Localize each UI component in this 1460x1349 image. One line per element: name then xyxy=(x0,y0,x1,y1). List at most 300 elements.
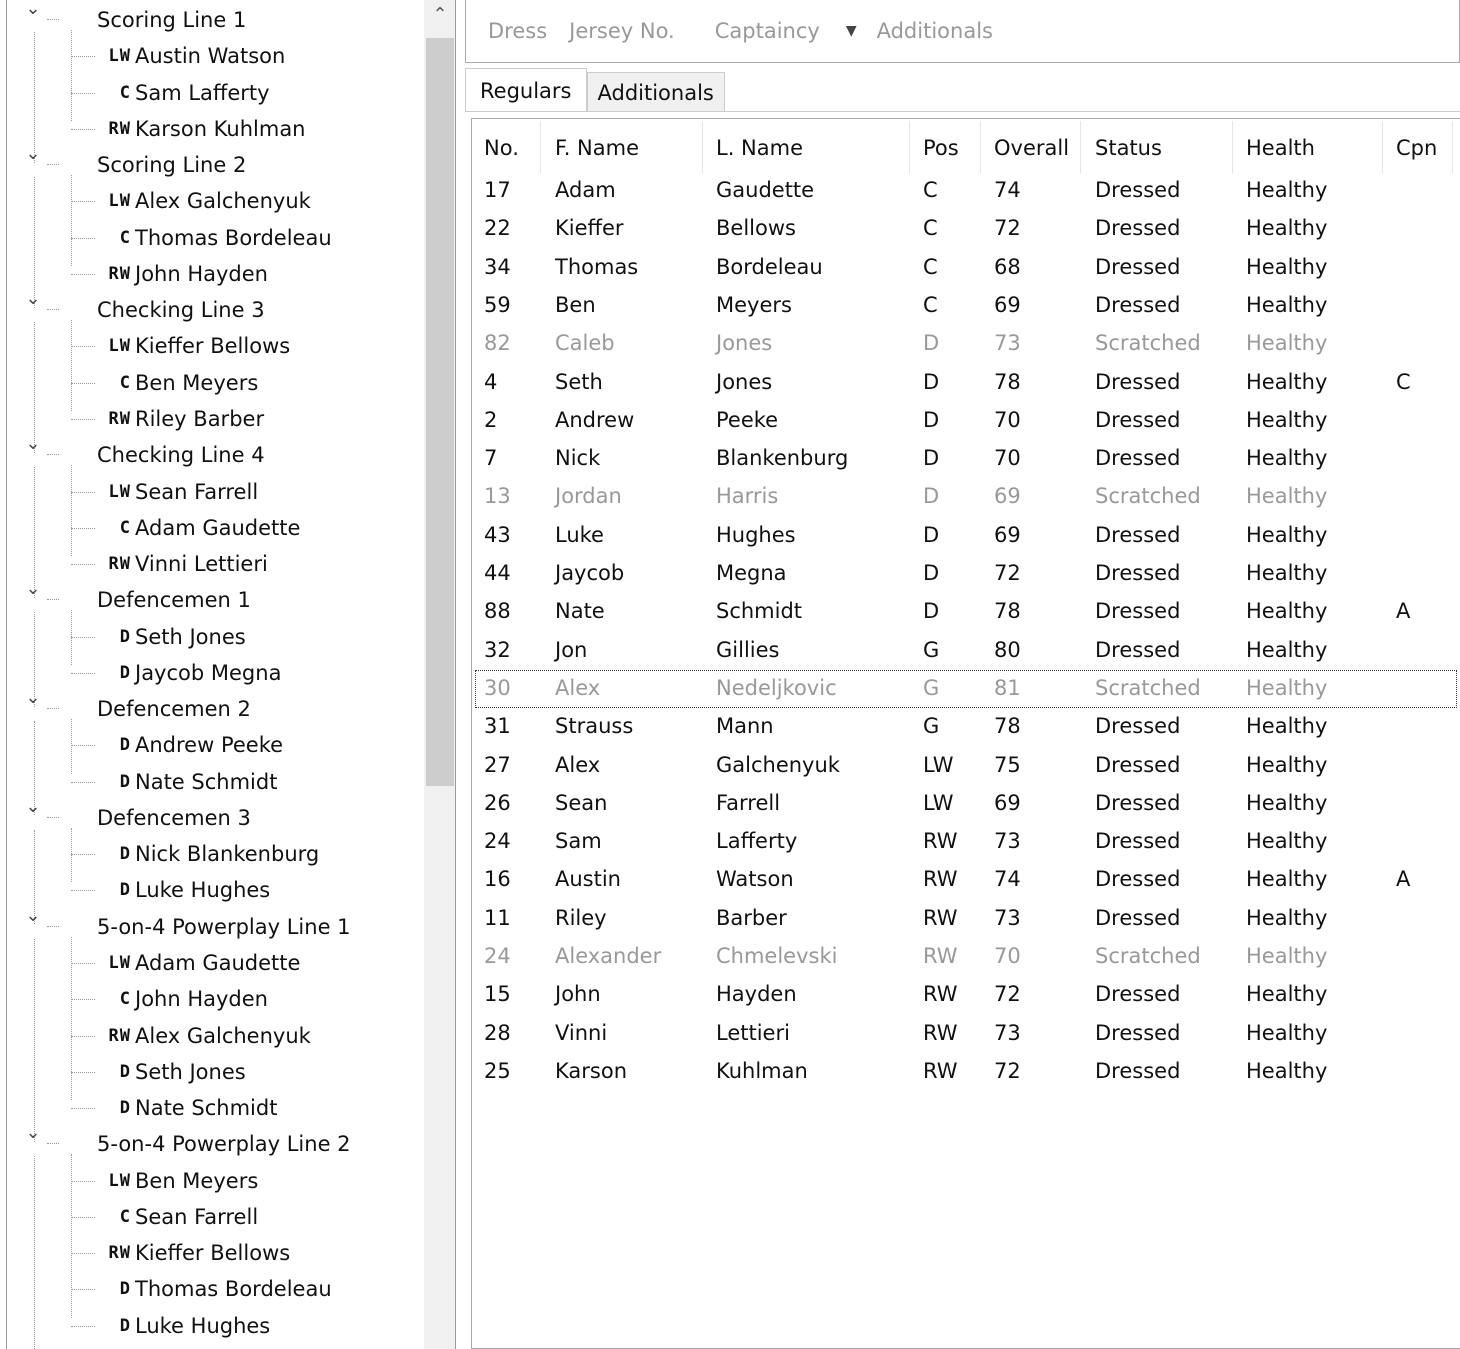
table-row[interactable] xyxy=(476,633,1456,669)
tree-connector xyxy=(71,274,95,275)
scroll-up-icon[interactable]: ⌃ xyxy=(432,4,448,25)
first-name-cell: Caleb xyxy=(555,331,615,356)
status-cell: Dressed xyxy=(1095,714,1181,739)
jersey-number-cell: 4 xyxy=(484,369,498,394)
tree-group-8[interactable] xyxy=(7,904,423,945)
tree-connector xyxy=(71,238,95,239)
status-cell: Dressed xyxy=(1095,522,1181,547)
position-badge: RW xyxy=(108,263,131,284)
tree-connector xyxy=(71,93,95,94)
last-name-cell: Hughes xyxy=(716,522,796,547)
first-name-cell: Andrew xyxy=(555,407,635,432)
overall-cell: 80 xyxy=(994,637,1021,662)
column-header-health[interactable]: Health xyxy=(1246,136,1315,160)
position-badge: D xyxy=(119,735,131,756)
tree-group-label: Defencemen 3 xyxy=(97,805,251,830)
position-cell: RW xyxy=(923,867,958,892)
position-badge: D xyxy=(119,1315,131,1336)
last-name-cell: Lettieri xyxy=(716,1020,790,1045)
player-name: Riley Barber xyxy=(135,406,265,431)
tree-connector xyxy=(71,890,95,891)
last-name-cell: Gillies xyxy=(716,637,780,662)
overall-cell: 75 xyxy=(994,752,1021,777)
tree-group-label: Scoring Line 1 xyxy=(97,8,247,32)
tree-player-item[interactable] xyxy=(7,655,423,691)
first-name-cell: Luke xyxy=(555,522,604,547)
health-cell: Healthy xyxy=(1246,829,1328,854)
health-cell: Healthy xyxy=(1246,178,1328,202)
overall-cell: 74 xyxy=(994,178,1021,202)
table-row[interactable] xyxy=(476,594,1456,630)
health-cell: Healthy xyxy=(1246,369,1328,394)
tree-player-item[interactable] xyxy=(7,474,423,510)
last-name-cell: Galchenyuk xyxy=(716,752,840,777)
player-name: Sean Farrell xyxy=(135,479,259,504)
last-name-cell: Peeke xyxy=(716,407,779,432)
last-name-cell: Harris xyxy=(716,484,779,509)
table-row[interactable] xyxy=(476,786,1456,822)
first-name-cell: Riley xyxy=(555,905,607,930)
position-badge: RW xyxy=(108,1243,131,1264)
column-header-status[interactable]: Status xyxy=(1095,136,1162,160)
column-separator[interactable] xyxy=(540,121,541,173)
tree-connector xyxy=(71,1253,95,1254)
chevron-down-icon[interactable]: ⌄ xyxy=(25,288,41,310)
first-name-cell: Strauss xyxy=(555,714,634,739)
tree-connector xyxy=(47,454,59,455)
column-header-cpn[interactable]: Cpn xyxy=(1396,136,1438,160)
tree-player-item[interactable] xyxy=(7,1308,423,1344)
jersey-number-cell: 13 xyxy=(484,484,511,509)
tree-connector xyxy=(71,346,95,347)
position-badge: LW xyxy=(108,1170,131,1191)
table-row[interactable] xyxy=(476,1016,1456,1052)
position-cell: C xyxy=(923,254,938,279)
last-name-cell: Hayden xyxy=(716,982,797,1007)
health-cell: Healthy xyxy=(1246,446,1328,471)
last-name-cell: Schmidt xyxy=(716,599,803,624)
table-row[interactable] xyxy=(476,709,1456,745)
chevron-down-icon[interactable]: ⌄ xyxy=(25,687,41,709)
position-badge: D xyxy=(119,626,131,647)
status-cell: Dressed xyxy=(1095,790,1181,815)
position-badge: D xyxy=(119,1279,131,1300)
table-row[interactable] xyxy=(476,211,1456,247)
first-name-cell: Ben xyxy=(555,292,596,317)
last-name-cell: Chmelevski xyxy=(716,944,838,968)
tree-player-item[interactable] xyxy=(7,111,423,147)
player-name: Adam Gaudette xyxy=(135,951,301,976)
tree-player-item[interactable] xyxy=(7,546,423,582)
overall-cell: 69 xyxy=(994,522,1021,547)
health-cell: Healthy xyxy=(1246,867,1328,892)
column-header-no[interactable]: No. xyxy=(484,136,519,160)
column-header-pos[interactable]: Pos xyxy=(923,136,959,160)
position-badge: D xyxy=(119,662,131,683)
tree-connector xyxy=(71,1217,95,1218)
last-name-cell: Meyers xyxy=(716,292,792,317)
position-badge: D xyxy=(119,771,131,792)
first-name-cell: Sean xyxy=(555,790,608,815)
player-name: Vinni Lettieri xyxy=(135,552,268,577)
jersey-number-cell: 25 xyxy=(484,1058,511,1083)
jersey-number-cell: 24 xyxy=(484,944,511,968)
health-cell: Healthy xyxy=(1246,254,1328,279)
tree-group-5[interactable] xyxy=(7,578,423,618)
last-name-cell: Megna xyxy=(716,561,787,585)
overall-cell: 70 xyxy=(994,446,1021,471)
table-row[interactable] xyxy=(476,441,1456,477)
first-name-cell: Alexander xyxy=(555,944,662,968)
last-name-cell: Barber xyxy=(716,905,787,930)
column-separator[interactable] xyxy=(1382,121,1383,173)
chevron-down-icon[interactable]: ⌄ xyxy=(25,578,41,600)
tree-group-3[interactable] xyxy=(7,288,423,328)
player-name: Jaycob Megna xyxy=(135,660,282,685)
tree-connector xyxy=(71,1036,95,1037)
status-cell: Scratched xyxy=(1095,944,1201,968)
player-name: Ben Meyers xyxy=(135,370,259,395)
tab-regulars[interactable]: Regulars xyxy=(465,68,587,112)
tree-player-item[interactable] xyxy=(7,1199,423,1235)
last-name-cell: Mann xyxy=(716,714,774,739)
jersey-number-cell: 30 xyxy=(484,675,511,700)
table-row[interactable] xyxy=(476,556,1456,592)
first-name-cell: Thomas xyxy=(555,254,639,279)
player-name: Nate Schmidt xyxy=(135,769,278,794)
position-badge: LW xyxy=(108,953,131,974)
position-cell: D xyxy=(923,446,940,471)
tree-player-item[interactable] xyxy=(7,1163,423,1199)
status-cell: Dressed xyxy=(1095,829,1181,854)
tree-group-9[interactable] xyxy=(7,1122,423,1162)
table-row[interactable] xyxy=(476,977,1456,1013)
dropdown-arrow-icon[interactable]: ▼ xyxy=(845,23,857,39)
jersey-number-cell: 2 xyxy=(484,407,498,432)
player-name: Luke Hughes xyxy=(135,878,271,903)
table-row[interactable] xyxy=(476,173,1456,209)
last-name-cell: Kuhlman xyxy=(716,1058,808,1083)
tree-scrollbar[interactable] xyxy=(424,0,456,1349)
last-name-cell: Bordeleau xyxy=(716,254,823,279)
first-name-cell: Jaycob xyxy=(555,561,625,585)
tree-player-item[interactable] xyxy=(7,727,423,763)
first-name-cell: Alex xyxy=(555,752,601,777)
additionals-button[interactable]: Additionals xyxy=(876,19,993,43)
position-badge: C xyxy=(119,227,131,248)
chevron-down-icon[interactable]: ⌄ xyxy=(25,433,41,455)
tree-connector xyxy=(47,926,59,927)
tree-player-item[interactable] xyxy=(7,836,423,872)
tree-connector xyxy=(71,999,95,1000)
jersey-number-cell: 26 xyxy=(484,790,511,815)
tree-group-6[interactable] xyxy=(7,687,423,727)
tree-group-2[interactable] xyxy=(7,143,423,183)
player-name: Karson Kuhlman xyxy=(135,116,306,141)
jersey-number-cell: 59 xyxy=(484,292,511,317)
overall-cell: 73 xyxy=(994,829,1021,854)
position-badge: LW xyxy=(108,46,131,67)
position-badge: RW xyxy=(108,1025,131,1046)
status-cell: Dressed xyxy=(1095,637,1181,662)
position-badge: D xyxy=(119,844,131,865)
position-cell: RW xyxy=(923,1058,958,1083)
scrollbar-thumb[interactable] xyxy=(426,38,454,786)
position-badge: RW xyxy=(108,118,131,139)
status-cell: Dressed xyxy=(1095,1020,1181,1045)
table-row[interactable] xyxy=(476,671,1456,707)
health-cell: Healthy xyxy=(1246,599,1328,624)
position-badge: RW xyxy=(108,408,131,429)
tree-connector xyxy=(47,1143,59,1144)
position-cell: D xyxy=(923,407,940,432)
first-name-cell: Seth xyxy=(555,369,603,394)
health-cell: Healthy xyxy=(1246,1058,1328,1083)
tree-player-item[interactable] xyxy=(7,764,423,800)
tree-group-label: Scoring Line 2 xyxy=(97,153,247,178)
tab-bar xyxy=(465,68,725,112)
tree-connector xyxy=(71,1326,95,1327)
jersey-number-cell: 27 xyxy=(484,752,511,777)
tree-connector xyxy=(71,963,95,964)
tree-connector xyxy=(71,1289,95,1290)
tree-player-item[interactable] xyxy=(7,220,423,256)
toolbar xyxy=(465,0,1460,63)
overall-cell: 72 xyxy=(994,1058,1021,1083)
tree-connector xyxy=(71,1072,95,1073)
position-badge: D xyxy=(119,880,131,901)
jersey-number-cell: 24 xyxy=(484,829,511,854)
column-separator[interactable] xyxy=(980,121,981,173)
table-row[interactable] xyxy=(476,748,1456,784)
chevron-down-icon[interactable]: ⌄ xyxy=(25,143,41,165)
jersey-number-cell: 11 xyxy=(484,905,511,930)
tree-player-item[interactable] xyxy=(7,619,423,655)
player-name: Adam Gaudette xyxy=(135,515,301,540)
table-row[interactable] xyxy=(476,365,1456,401)
tree-group-4[interactable] xyxy=(7,433,423,473)
chevron-down-icon[interactable]: ⌄ xyxy=(25,795,41,817)
first-name-cell: Sam xyxy=(555,829,602,854)
first-name-cell: Jordan xyxy=(555,484,622,509)
tree-player-item[interactable] xyxy=(7,1235,423,1271)
table-row[interactable] xyxy=(476,288,1456,324)
tree-player-item[interactable] xyxy=(7,1271,423,1307)
jersey-no-button[interactable]: Jersey No. xyxy=(569,19,675,43)
tree-player-item[interactable] xyxy=(7,38,423,74)
health-cell: Healthy xyxy=(1246,292,1328,317)
position-cell: G xyxy=(923,675,940,700)
last-name-cell: Bellows xyxy=(716,216,796,241)
player-name: Nick Blankenburg xyxy=(135,842,320,867)
tree-player-item[interactable] xyxy=(7,945,423,981)
tree-connector xyxy=(47,309,59,310)
chevron-down-icon[interactable]: ⌄ xyxy=(25,1122,41,1144)
tree-player-item[interactable] xyxy=(7,401,423,437)
tree-player-item[interactable] xyxy=(7,365,423,401)
status-cell: Dressed xyxy=(1095,446,1181,471)
position-cell: RW xyxy=(923,905,958,930)
tree-connector xyxy=(71,564,95,565)
first-name-cell: John xyxy=(555,982,601,1007)
status-cell: Scratched xyxy=(1095,484,1201,509)
tree-connector xyxy=(71,528,95,529)
health-cell: Healthy xyxy=(1246,216,1328,241)
status-cell: Dressed xyxy=(1095,254,1181,279)
health-cell: Healthy xyxy=(1246,331,1328,356)
overall-cell: 78 xyxy=(994,369,1021,394)
player-name: John Hayden xyxy=(135,987,268,1012)
overall-cell: 70 xyxy=(994,407,1021,432)
jersey-number-cell: 88 xyxy=(484,599,511,624)
overall-cell: 73 xyxy=(994,331,1021,356)
table-row[interactable] xyxy=(476,862,1456,898)
player-name: Alex Galchenyuk xyxy=(135,1023,311,1048)
tree-player-item[interactable] xyxy=(7,1018,423,1054)
tree-player-item[interactable] xyxy=(7,75,423,111)
table-row[interactable] xyxy=(476,1054,1456,1090)
tree-group-label: Checking Line 4 xyxy=(97,443,265,468)
position-cell: G xyxy=(923,714,940,739)
position-badge: RW xyxy=(108,554,131,575)
jersey-number-cell: 34 xyxy=(484,254,511,279)
tree-connector xyxy=(47,164,59,165)
position-badge: D xyxy=(119,1061,131,1082)
health-cell: Healthy xyxy=(1246,752,1328,777)
player-name: Thomas Bordeleau xyxy=(135,225,332,250)
status-cell: Dressed xyxy=(1095,905,1181,930)
status-cell: Scratched xyxy=(1095,331,1201,356)
captaincy-button[interactable]: Captaincy xyxy=(714,19,820,43)
table-row[interactable] xyxy=(476,824,1456,860)
tree-player-item[interactable] xyxy=(7,1090,423,1126)
column-separator[interactable] xyxy=(1232,121,1233,173)
column-separator[interactable] xyxy=(1452,121,1453,173)
status-cell: Dressed xyxy=(1095,292,1181,317)
tree-group-1[interactable] xyxy=(7,2,423,38)
last-name-cell: Nedeljkovic xyxy=(716,675,837,700)
position-cell: D xyxy=(923,561,940,585)
table-row[interactable] xyxy=(476,479,1456,515)
position-badge: LW xyxy=(108,191,131,212)
status-cell: Dressed xyxy=(1095,752,1181,777)
health-cell: Healthy xyxy=(1246,1020,1328,1045)
tree-player-item[interactable] xyxy=(7,510,423,546)
jersey-number-cell: 43 xyxy=(484,522,511,547)
position-cell: C xyxy=(923,216,938,241)
tree-player-item[interactable] xyxy=(7,328,423,364)
last-name-cell: Gaudette xyxy=(716,178,815,202)
column-header-overall[interactable]: Overall xyxy=(994,136,1070,160)
status-cell: Dressed xyxy=(1095,982,1181,1007)
last-name-cell: Farrell xyxy=(716,790,781,815)
table-row[interactable] xyxy=(476,403,1456,439)
player-name: Austin Watson xyxy=(135,44,286,69)
player-name: Alex Galchenyuk xyxy=(135,189,311,214)
table-row[interactable] xyxy=(476,939,1456,975)
tree-connector xyxy=(71,201,95,202)
status-cell: Dressed xyxy=(1095,407,1181,432)
position-cell: RW xyxy=(923,1020,958,1045)
tree-player-item[interactable] xyxy=(7,183,423,219)
table-row[interactable] xyxy=(476,901,1456,937)
jersey-number-cell: 31 xyxy=(484,714,511,739)
status-cell: Dressed xyxy=(1095,216,1181,241)
table-row[interactable] xyxy=(476,250,1456,286)
status-cell: Dressed xyxy=(1095,561,1181,585)
player-name: Seth Jones xyxy=(135,1059,246,1084)
tree-connector xyxy=(71,56,95,57)
health-cell: Healthy xyxy=(1246,484,1328,509)
jersey-number-cell: 16 xyxy=(484,867,511,892)
tree-player-item[interactable] xyxy=(7,981,423,1017)
tree-group-7[interactable] xyxy=(7,795,423,836)
position-cell: D xyxy=(923,369,940,394)
tree-connector xyxy=(71,383,95,384)
last-name-cell: Jones xyxy=(716,369,773,394)
tree-player-item[interactable] xyxy=(7,256,423,292)
status-cell: Dressed xyxy=(1095,1058,1181,1083)
dress-button[interactable]: Dress xyxy=(488,19,548,43)
tree-connector xyxy=(47,817,59,818)
first-name-cell: Kieffer xyxy=(555,216,624,241)
captaincy-cell: C xyxy=(1396,369,1411,394)
first-name-cell: Adam xyxy=(555,178,616,202)
column-separator[interactable] xyxy=(702,121,703,173)
first-name-cell: Nick xyxy=(555,446,601,471)
column-header-fname[interactable]: F. Name xyxy=(555,136,640,160)
tree-connector xyxy=(71,492,95,493)
overall-cell: 81 xyxy=(994,675,1021,700)
first-name-cell: Jon xyxy=(555,637,588,662)
last-name-cell: Lafferty xyxy=(716,829,798,854)
first-name-cell: Austin xyxy=(555,867,621,892)
first-name-cell: Karson xyxy=(555,1058,628,1083)
tree-connector xyxy=(47,599,59,600)
column-separator[interactable] xyxy=(909,121,910,173)
jersey-number-cell: 44 xyxy=(484,561,511,585)
health-cell: Healthy xyxy=(1246,675,1328,700)
position-badge: C xyxy=(119,989,131,1010)
health-cell: Healthy xyxy=(1246,561,1328,585)
tree-player-item[interactable] xyxy=(7,872,423,908)
chevron-down-icon[interactable]: ⌄ xyxy=(25,904,41,926)
tree-player-item[interactable] xyxy=(7,1054,423,1090)
tree-group-label: Checking Line 3 xyxy=(97,298,265,323)
first-name-cell: Vinni xyxy=(555,1020,608,1045)
tab-additionals[interactable]: Additionals xyxy=(587,72,725,112)
chevron-down-icon[interactable]: ⌄ xyxy=(25,0,41,19)
column-separator[interactable] xyxy=(1080,121,1081,173)
tree-connector xyxy=(71,637,95,638)
tree-connector xyxy=(71,854,95,855)
position-cell: D xyxy=(923,484,940,509)
column-header-lname[interactable]: L. Name xyxy=(716,136,804,160)
player-name: Kieffer Bellows xyxy=(135,1241,291,1266)
last-name-cell: Blankenburg xyxy=(716,446,849,471)
tree-group-label: 5-on-4 Powerplay Line 1 xyxy=(97,914,351,939)
player-name: Nate Schmidt xyxy=(135,1096,278,1121)
status-cell: Dressed xyxy=(1095,599,1181,624)
health-cell: Healthy xyxy=(1246,407,1328,432)
table-row[interactable] xyxy=(476,326,1456,362)
first-name-cell: Nate xyxy=(555,599,605,624)
tree-group-label: Defencemen 1 xyxy=(97,588,251,613)
position-badge: D xyxy=(119,1098,131,1119)
table-row[interactable] xyxy=(476,518,1456,554)
status-cell: Scratched xyxy=(1095,675,1201,700)
player-name: Ben Meyers xyxy=(135,1168,259,1193)
